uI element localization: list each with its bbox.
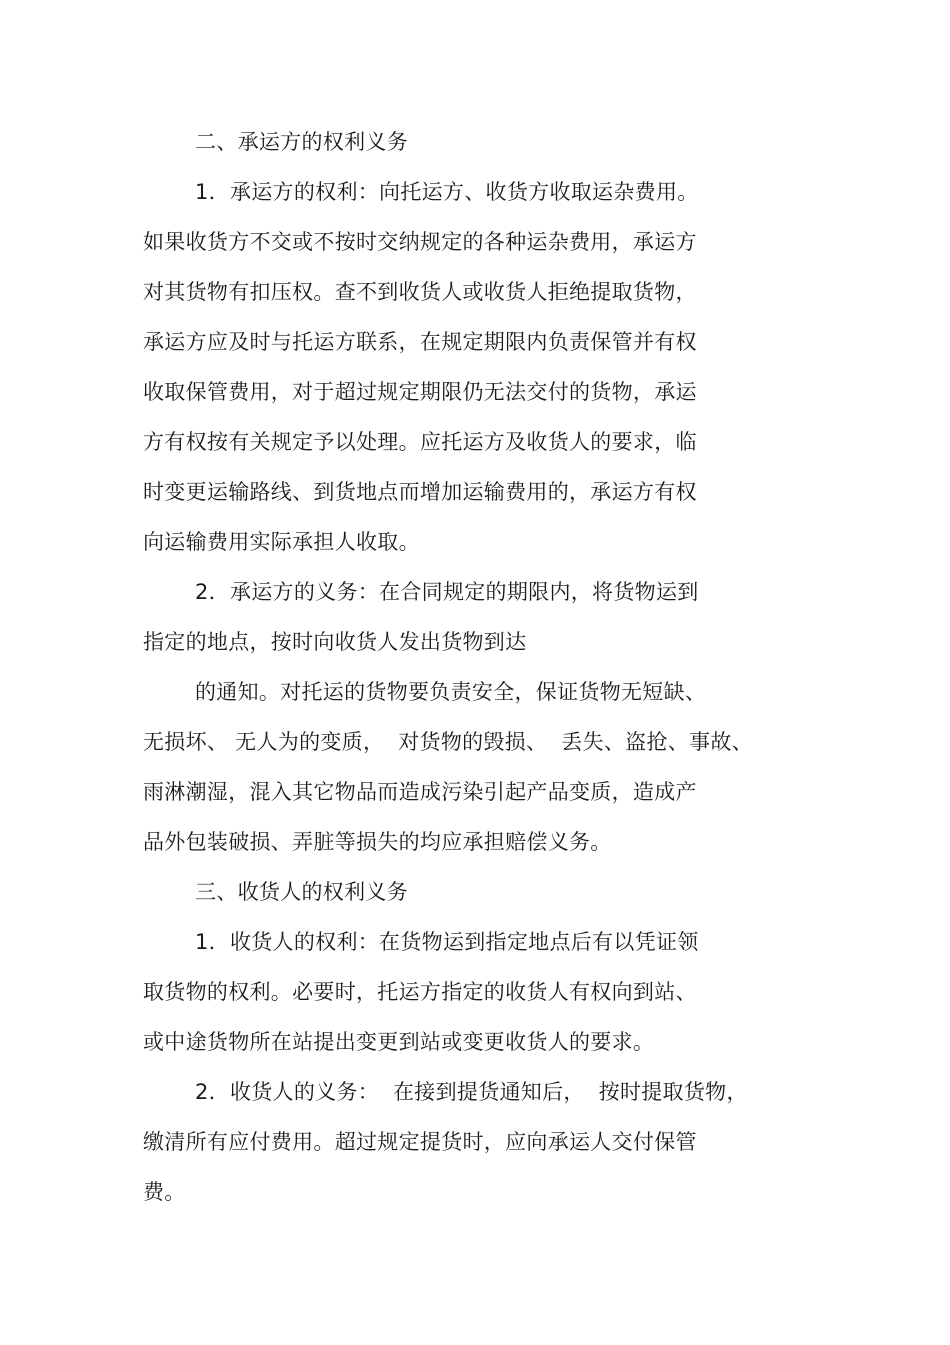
paragraph-line: 费。 [143,1180,186,1204]
paragraph-line: 承运方应及时与托运方联系，在规定期限内负责保管并有权 [143,330,697,354]
paragraph-line: 2．承运方的义务：在合同规定的期限内，将货物运到 [195,580,699,604]
paragraph-line: 时变更运输路线、到货地点而增加运输费用的，承运方有权 [143,480,697,504]
paragraph-line: 向运输费用实际承担人收取。 [143,530,420,554]
paragraph-line: 1．收货人的权利：在货物运到指定地点后有以凭证领 [195,930,699,954]
paragraph-line: 指定的地点，按时向收货人发出货物到达 [143,630,527,654]
section-heading: 三、收货人的权利义务 [195,880,408,904]
paragraph-line: 的通知。对托运的货物要负责安全，保证货物无短缺、 [195,680,707,704]
paragraph-line: 或中途货物所在站提出变更到站或变更收货人的要求。 [143,1030,655,1054]
paragraph-line: 无损坏、 无人为的变质， 对货物的毁损、 丢失、盗抢、事故、 [143,730,753,754]
paragraph-line: 方有权按有关规定予以处理。应托运方及收货人的要求，临 [143,430,697,454]
paragraph-line: 雨淋潮湿，混入其它物品而造成污染引起产品变质，造成产 [143,780,697,804]
paragraph-line: 如果收货方不交或不按时交纳规定的各种运杂费用，承运方 [143,230,697,254]
paragraph-line: 1．承运方的权利：向托运方、收货方收取运杂费用。 [195,180,699,204]
section-heading: 二、承运方的权利义务 [195,130,408,154]
paragraph-line: 2．收货人的义务： 在接到提货通知后， 按时提取货物， [195,1080,748,1104]
paragraph-line: 对其货物有扣压权。查不到收货人或收货人拒绝提取货物， [143,280,697,304]
paragraph-line: 收取保管费用，对于超过规定期限仍无法交付的货物，承运 [143,380,697,404]
paragraph-line: 品外包装破损、弄脏等损失的均应承担赔偿义务。 [143,830,612,854]
paragraph-line: 缴清所有应付费用。超过规定提货时，应向承运人交付保管 [143,1130,697,1154]
paragraph-line: 取货物的权利。必要时，托运方指定的收货人有权向到站、 [143,980,697,1004]
